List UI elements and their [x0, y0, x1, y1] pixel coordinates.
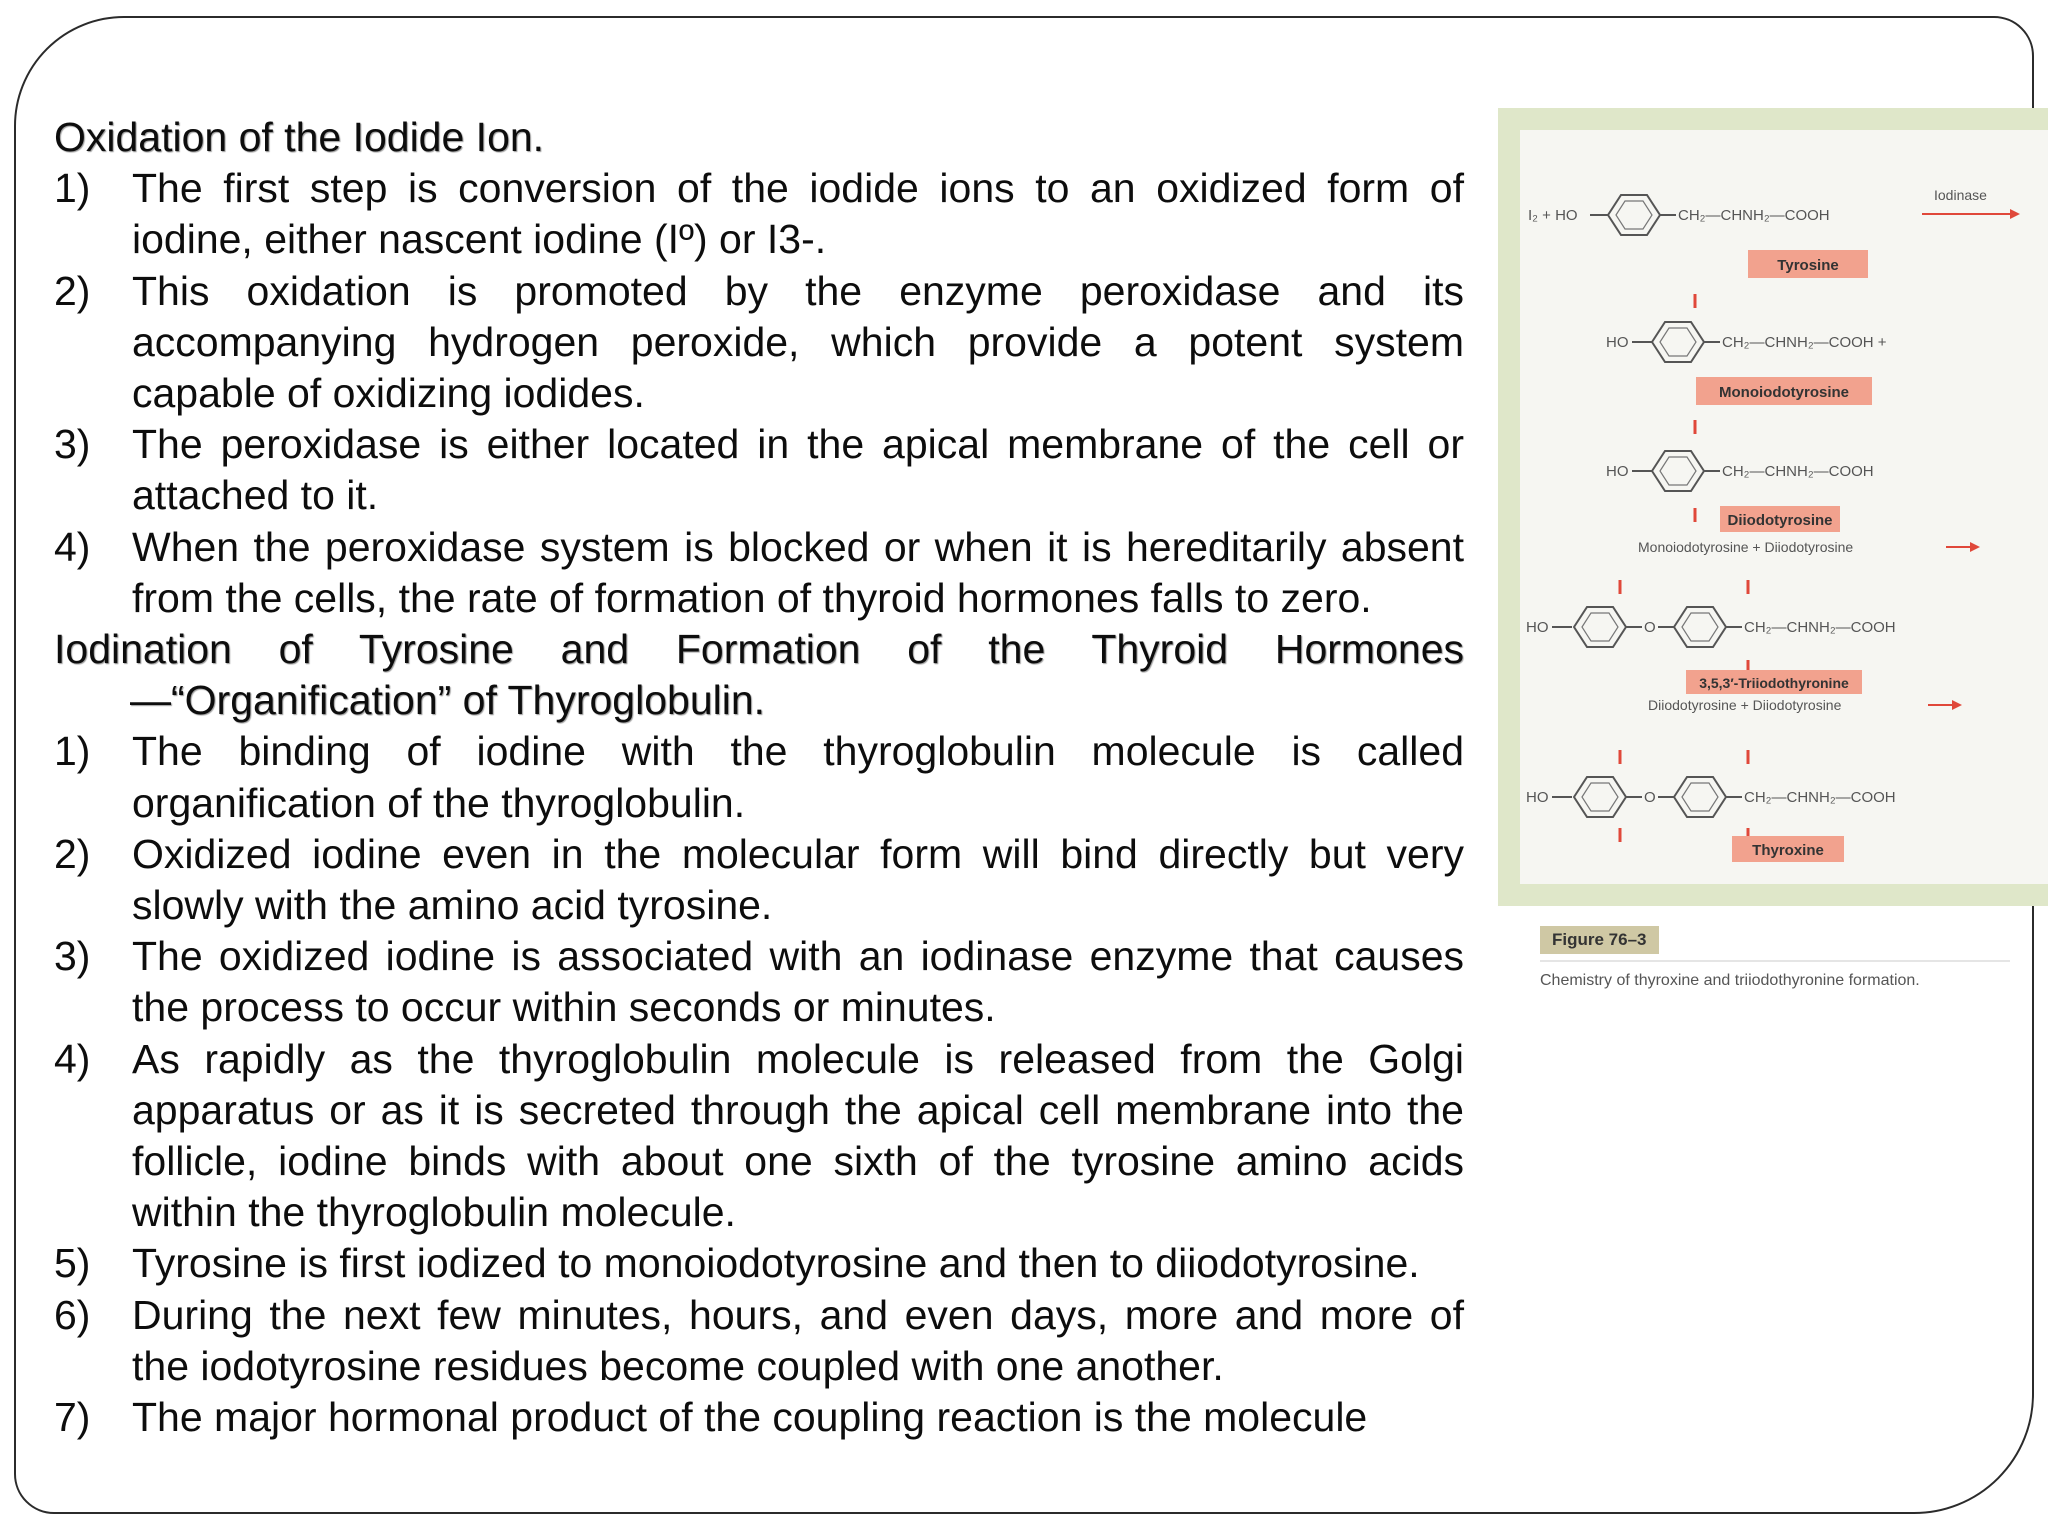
list-item	[54, 163, 1464, 265]
iodinase-label: Iodinase	[1934, 187, 1987, 203]
heading-oxidation: Oxidation of the Iodide Ion.	[54, 114, 545, 160]
item-text: The major hormonal product of the coupling reaction is the molecule	[132, 1394, 1368, 1441]
label-triiodothyronine: 3,5,3′-Triiodothyronine	[1699, 675, 1849, 691]
item-number: 2)	[54, 830, 91, 877]
figure-panel	[1520, 130, 2048, 884]
label-thyroxine: Thyroxine	[1752, 842, 1824, 859]
item-text: The peroxidase is either located in the apical membrane of the cell or attached to it.	[132, 421, 1464, 519]
list-item	[54, 1290, 1464, 1392]
side-chain: CH₂—CHNH₂—COOH	[1678, 207, 1830, 224]
ether-o: O	[1644, 619, 1656, 636]
side-chain: CH₂—CHNH₂—COOH +	[1722, 334, 1887, 351]
item-text: Tyrosine is first iodized to monoiodotyrosine and then to diiodotyrosine.	[132, 1240, 1420, 1287]
arrow-head	[1952, 700, 1962, 710]
slide-text	[54, 112, 1464, 1443]
item-number: 4)	[54, 1035, 91, 1082]
list-item	[54, 419, 1464, 521]
list-item	[54, 931, 1464, 1033]
reactant-prefix: I₂ + HO	[1528, 207, 1578, 224]
list-item	[54, 266, 1464, 420]
benzene-ring	[1574, 777, 1626, 817]
item-number: 2)	[54, 267, 91, 314]
list-item	[54, 1238, 1464, 1289]
reaction-di-di: Diiodotyrosine + Diiodotyrosine	[1648, 697, 1842, 713]
item-text: The binding of iodine with the thyroglobulin molecule is called organification of the thyroglobulin.	[132, 728, 1464, 826]
figure-diagram	[1520, 130, 2048, 884]
list-item	[54, 726, 1464, 828]
item-number: 4)	[54, 523, 91, 570]
item-text: As rapidly as the thyroglobulin molecule is released from the Golgi apparatus or as it is secreted through the apical cell membrane into the follicle, iodine binds with about one sixth of the tyrosine amino acids within the thyroglobulin molecule.	[132, 1035, 1464, 1236]
ho-label: HO	[1526, 619, 1549, 636]
item-text: When the peroxidase system is blocked or when it is hereditarily absent from the cells, the rate of formation of thyroid hormones falls to zero.	[132, 523, 1464, 621]
list-iodination	[54, 726, 1464, 1443]
ho-label: HO	[1526, 789, 1549, 806]
benzene-ring	[1674, 777, 1726, 817]
arrow-head	[2010, 209, 2020, 219]
list-item	[54, 829, 1464, 931]
figure-description: Chemistry of thyroxine and triiodothyronine formation.	[1540, 972, 1920, 989]
benzene-ring	[1608, 195, 1660, 235]
benzene-ring	[1652, 322, 1704, 362]
item-text: During the next few minutes, hours, and even days, more and more of the iodotyrosine residues become coupled with one another.	[132, 1291, 1464, 1389]
item-text: The oxidized iodine is associated with an iodinase enzyme that causes the process to occur within seconds or minutes.	[132, 933, 1464, 1031]
list-item	[54, 1034, 1464, 1239]
item-text: This oxidation is promoted by the enzyme peroxidase and its accompanying hydrogen peroxide, which provide a potent system capable of oxidizing iodides.	[132, 267, 1464, 417]
arrow-head	[1970, 542, 1980, 552]
ether-o: O	[1644, 789, 1656, 806]
side-chain: CH₂—CHNH₂—COOH	[1744, 619, 1896, 636]
item-number: 5)	[54, 1240, 91, 1287]
item-number: 1)	[54, 165, 91, 212]
chemistry-figure	[1498, 108, 2048, 906]
side-chain: CH₂—CHNH₂—COOH	[1744, 789, 1896, 806]
ho-label: HO	[1606, 334, 1629, 351]
label-monoiodotyrosine: Monoiodotyrosine	[1719, 384, 1849, 401]
benzene-ring	[1652, 451, 1704, 491]
caption-divider	[1540, 960, 2010, 962]
list-oxidation	[54, 163, 1464, 624]
item-number: 3)	[54, 421, 91, 468]
heading-iodination: Iodination of Tyrosine and Formation of the Thyroid Hormones—“Organification” of Thyroglobulin.	[54, 626, 1464, 724]
item-text: Oxidized iodine even in the molecular form will bind directly but very slowly with the amino acid tyrosine.	[132, 830, 1464, 929]
item-number: 1)	[54, 728, 91, 775]
side-chain: CH₂—CHNH₂—COOH	[1722, 463, 1874, 480]
item-number: 6)	[54, 1291, 91, 1338]
item-number: 7)	[54, 1394, 91, 1441]
ho-label: HO	[1606, 463, 1629, 480]
item-text: The first step is conversion of the iodide ions to an oxidized form of iodine, either nascent iodine (Iº) or I3-.	[132, 165, 1464, 263]
list-item	[54, 522, 1464, 624]
item-number: 3)	[54, 933, 91, 980]
label-diiodotyrosine: Diiodotyrosine	[1727, 512, 1833, 529]
figure-caption	[1540, 926, 2010, 990]
figure-number: Figure 76–3	[1540, 926, 1659, 954]
reaction-mono-di: Monoiodotyrosine + Diiodotyrosine	[1638, 539, 1854, 555]
benzene-ring	[1574, 607, 1626, 647]
list-item	[54, 1392, 1464, 1443]
label-tyrosine: Tyrosine	[1777, 257, 1839, 274]
benzene-ring	[1674, 607, 1726, 647]
